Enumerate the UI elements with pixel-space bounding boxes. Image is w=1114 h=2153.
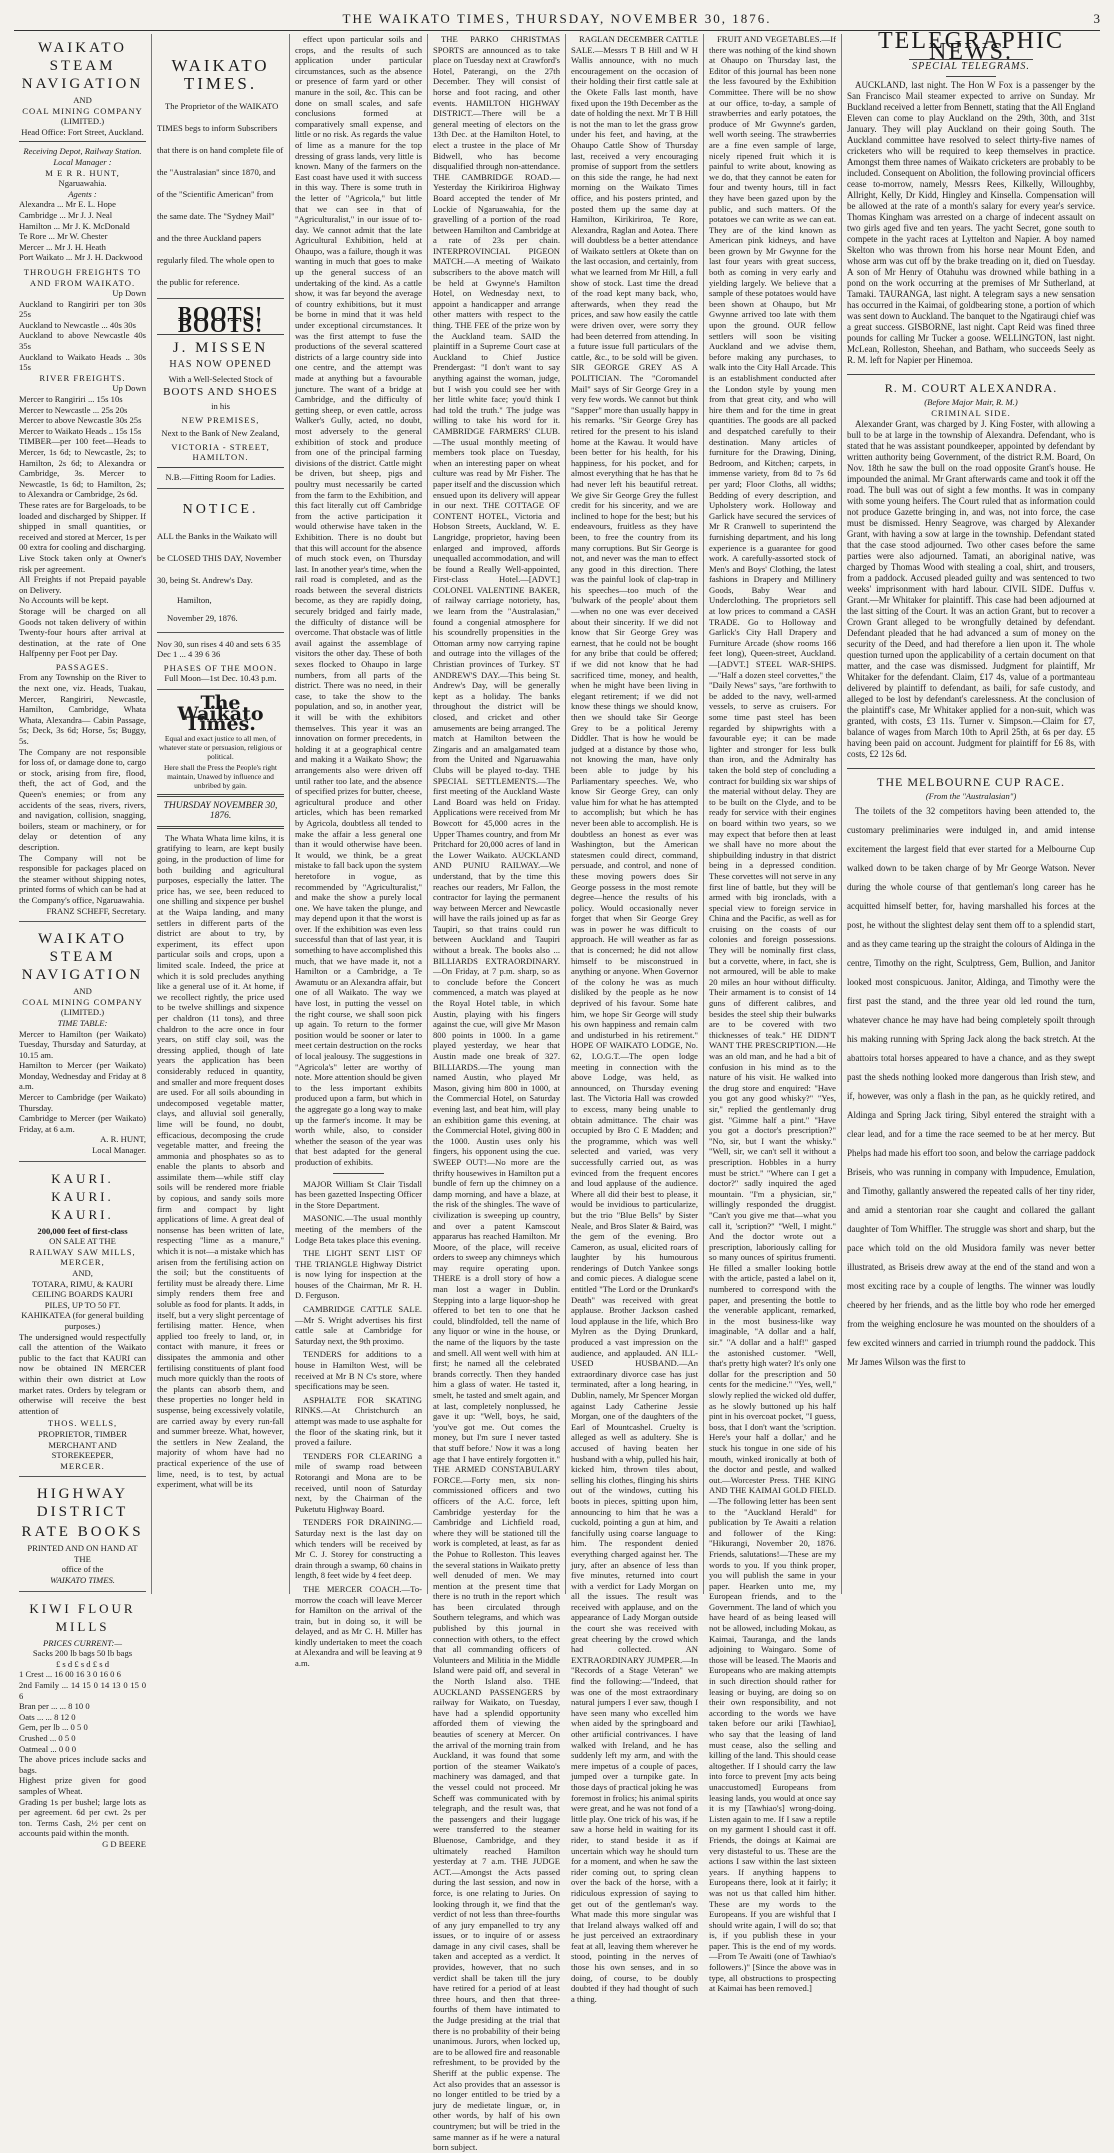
ad-company: COAL MINING COMPANY	[22, 996, 143, 1007]
column-3-body	[295, 34, 422, 1669]
waikato-times-notice	[157, 34, 284, 299]
ad-depot: Receiving Depot, Railway Station.	[23, 146, 142, 157]
river-line: Mercer to above Newcastle 30s 25s	[19, 415, 142, 426]
ad-agents-label: Agents :	[68, 188, 97, 199]
agent-line: Port Waikato ... Mr J. H. Dackwood	[19, 252, 143, 263]
secretary-signature: FRANZ SCHEFF, Secretary.	[46, 905, 146, 916]
column-5-body: RAGLAN DECEMBER CATTLE SALE.—Messrs T B Hill and W H Wallis announce, with no much encouragement on the occasion of their holding their first cattle sale at the Okete Falls last month, have fixed upon the 19th December as the date of holding the next. Mr T B Hill is not the man to let the grass grow under his feet, and having, at the Ohaupo Cattle Show of Thursday last, received a very encouraging promise of support from the settlers on this side the range, he had next morning on the Waikato Times office, and his posters printed, and posted them up the same day at Hamilton, Kirikiriroa, Te Rore, Alexandra, Raglan and Aotea. There will doubtless be a better attendance of Waikato settlers at Okete than on the last occasion, and certainly, from what we learned from Mr Hill, a full show of stock. Last time the dread of the road kept many back, who, afterwards, when they read the prices, and saw how easily the cattle were driven over, were sorry they had been deterred from attending. In a future issue full particulars of the cattle, &c., to be sold will be given. SIR GEORGE GREY AS A POLITICIAN. The "Coromandel Mail" says of Sir George Grey in a very few words. We cannot but think "Sapper" more than usually happy in his remarks. "Sir George Grey has retired for the present to his island home at the Kawau. It would have been better for his health, for his happiness, for his pocket, and for almost everything that he has that he had never left his beautiful retreat. We give Sir George Grey the fullest credit for his sincerity, and we are inclined to hope for the best; but his endeavours, fruitless as they have been, to free the country from its many corruptions. But Sir George is not, and never was the man to effect any good in this direction. There was the painful look of clap-trap in his speeches—too much of the 'bulwark of the people' about them—when no one was ever deceived about their sincerity. If we did not know that Sir George Grey was earnest, that he could not be bought for any bribe that could be offered; if we did not know that he had sacrificed time, money, and health, when he might have been living in elegant retirement; if we did not know these things we should know, then we should take Sir George Grey to be a political Jeremy Diddler. That is how he would be judged at a distance by those who, not knowing the man, have only been able to judge by his Parliamentary speeches. We, who know Sir George Grey, can only value him for what he has attempted to accomplish; but which he has never been able to accomplish. He is doubtless an honest as ever was Washington, but the American statesmen could direct, command, persuade, and control, and none of these moving powers does Sir George possess in the most remote degree—hence the results of his policy. Would occasionally never forget that when Sir George Grey was in power he was difficult to approach. He will weather as far as that is concerned; he did not allow himself to be misconstrued in anything or anyone. When Governor of the colony he was as much disliked by the people as he now deprived of his favour. Some hate him, we hope Sir George will study his own happiness and remain calm and undisturbed in his retirement." HOPE OF WAIKATO LODGE, No. 62, I.O.G.T.—The open lodge meeting in connection with the above Lodge, was held, as announced, on Thursday evening last. The Victoria Hall was crowded to excess, many being unable to obtain admittance. The chair was occupied by Bro C E Madden; and the programme, which was well selected and varied, was very successfully carried out, as was evinced from the frequent encores and loud applause of the audience. Where all did their best to please, it would be invidious to particularize, but the trio "Blue Bells" by Sister Neale, and Bros Slater & Baird, was the gem of the evening. Bro Cameron, as usual, elicited roars of laughter by his humourous renderings of Dutch Yankee songs and comic pieces. A dialogue scene entitled "The Lord or the Drunkard's Death" was received with great applause. Brother Jackson cashed loud applause in the life, which Bro Mylren as the Dying Drunkard, produced a vast impression on the audience, and applauded. AN ILL-USED HUSBAND.—An extraordinary divorce case has just terminated, after a long hearing, in Dublin, namely, Mr Spencer Morgan against Lady Catherine Jessie Morgan, one of the daughters of the Earl of Mountcashel. Cruelty is alleged as well as adultery. She is accused of having beaten her husband with a whip, pulled his hair, kicked him, thrown tiles about, selling his clothes, flinging his shirts out of the windows, cutting his boots in pieces, spitting upon him, announcing to him that he was a cuckold, pointing a gun at him, and fancifully using coarse language to him. The respondent denied everything charged against her. The jury, after an absence of less than five minutes, returned into court with a verdict for Lady Morgan on all the issues. The result was received with applause, and on the appearance of Lady Morgan outside the court she was received with great cheering by the crowd which had collected. AN EXTRAORDINARY JUMPER.—In "Records of a Stage Veteran" we find the following:—"Indeed, that was one of the most extraordinary natural jumpers I ever saw, though I have seen many who excelled him when aided by the springboard and other artificial contrivances. I have walked with Ireland, and he has suddenly left my arm, and with the mere impetus of a couple of paces, jumped over a turnpike gate. In those days of practical joking he was foremost in frolics; his animal spirits were great, and he was not fond of a little play. One trick of his was, if he saw a horse held in waiting for its rider, to stand beside it as if uncertain which way he should turn for a moment, and when he saw the rider coming out, to spring clean over the back of the horse, with a ridiculous expression of saying to get out of the gentleman's way. What made this more singular was that Ireland always walked off and he just perceived an extraordinary feat at all, leaving them wherever he stood, pointing in the nerves of those his own senses, and in so doing, of course, to be doubly doubted if they had thought of such a thing.	[571, 34, 698, 2004]
ad-limited: (LIMITED.)	[60, 116, 105, 127]
motto-2: Here shall the Press the People's right maintain, Unawed by influence and unbribed by gain.	[164, 762, 277, 790]
freight-line: Auckland to Rangiriri per ton 30s 25s	[19, 298, 146, 320]
timber-rates: TIMBER—per 100 feet—Heads to Mercer, 1s 6d; to Newcastle, 2s; to Hamilton, 2s 6d; to Alexandra or Cambridge, 3s. Mercer to Newcastle, 1s 6d; to Hamilton, 2s; to Alexandra or Cambridge, 2s 6d.	[19, 436, 146, 500]
passages-title: PASSAGES.	[55, 661, 110, 672]
river-line: Mercer to Newcastle ... 25s 20s	[19, 404, 128, 415]
missen-with: With a Well-Selected Stock of	[168, 373, 273, 384]
melbourne-cup-body: The toilets of the 32 competitors having been attended to, the customary preliminaries were indulged in, and amid intense excitement the largest field that ever started for a Melbourne Cup walked down to be taken charge of by Mr George Watson. Never during the whole course of that gentleman's long career has he acquitted himself better, for, having marshalled his forces at the post, he without the slightest delay sent them off to a splendid start, and as they came tearing up the straight the colours of Aldinga in the centre, Timothy on the right, Sculptress, Gem, Bullion, and Janitor looked most conspicuous. Janitor, Aldinga, and Timothy were the first past the stand, and the three year old led round the turn, whatever chance he may have had being completely spoilt through his making running with Spring Jack along the back stretch. At the abattoirs total horses appeared to have a chance, and as they swept past the sheds nothing looked more dangerous than Irish stew, and if, however, was only a flash in the pan, as he quickly retired, and Aldinga and Spring Jack tiring, Sibyl entered the straight with a clear lead, and for a time the race seemed to be at her mercy. But Phelps had made his effort too soon, and below the carriage paddock Briseis, who was running in company with Impudence, Emulation, and Timothy, gallantly answered the repeated calls of her tiny rider, and amid a stentorian roar she caught and collared the gallant daughter of Tom Whiffler. The struggle was short and sharp, but the pace which told on the old Musidora family was never better illustrated, as Briseis drew away at the end of the stand and won a most exciting race by a couple of lengths. The winner was loudly cheered by her friends, and as the little boy who rode her emerged from the weighing enclosure he was mounted on the shoulders of a few excited winners and carried in triumph round the paddock. This Mr James Wilson was the first to	[847, 805, 1095, 1367]
passages-text: From any Township on the River to the next one, viz. Heads, Tuakau, Mercer, Rangiriri, Newcastle, Hamilton, Cambridge, Whata Whata, Alexandra— Cabin Passage, 5s; Deck, 3s 6d; Horse, 5s; Buggy, 5s.	[19, 672, 146, 747]
price-line: Oats ... ... 8 12 0	[19, 1711, 76, 1722]
price-line: Crushed ... 0 5 0	[19, 1733, 76, 1743]
timetable-line: Cambridge to Mercer (per Waikato) Friday, at 6 a.m.	[19, 1113, 146, 1134]
manager-name: A. R. HUNT,	[100, 1134, 146, 1145]
news-item: THE LIGHT SENT LIST OF THE TRIANGLE Highway District is now lying for inspection at the houses of the Chairman, Mr R. H. D. Ferguson.	[295, 1248, 422, 1301]
boots-title: BOOTS! BOOTS!	[177, 302, 264, 337]
rm-court-before: (Before Major Mair, R. M.)	[924, 397, 1018, 408]
price-line: Bran per ... ... 8 10 0	[19, 1701, 90, 1712]
ad-place: Ngaruawahia.	[58, 178, 107, 189]
kauri-items: TOTARA, RIMU, & KAURI CEILING BOARDS KAURI PILES, UP TO 50 FT. KAHIKATEA (for general building purposes.)	[21, 1278, 144, 1331]
masthead-title: THE WAIKATO TIMES, THURSDAY, NOVEMBER 30, 1876.	[342, 11, 772, 26]
river-line: Mercer to Rangiriri ... 15s 10s	[19, 394, 123, 405]
kauri-ad	[19, 1165, 146, 1478]
agent-line: Hamilton ... Mr J. K. McDonald	[19, 220, 130, 231]
ad-agent: M E R R. HUNT,	[45, 167, 120, 178]
news-item: CAMBRIDGE CATTLE SALE.—Mr S. Wright advertises his first cattle sale at Cambridge for Saturday next, the 9th proximo.	[295, 1304, 422, 1346]
rate-books: RATE BOOKS	[21, 1524, 144, 1541]
livestock-note: Live Stock taken only at Owner's risk per agreement.	[19, 552, 146, 574]
prices-note-3: Grading 1s per bushel; large lots as per agreement. 6d per cwt. 2s per ton. Terms Cash, 2½ per cent on accounts paid within the month.	[19, 1796, 146, 1839]
kauri-viz: AND,	[72, 1268, 93, 1278]
paper-title: The Waikato Times.	[177, 691, 264, 736]
boots-ad	[157, 302, 284, 489]
ad-title: WAIKATO STEAM NAVIGATION	[21, 931, 144, 984]
price-line: 1 Crest ... 16 00 16 3 0 16 0 6	[19, 1669, 121, 1680]
agent-line: Cambridge ... Mr J. J. Neal	[19, 209, 113, 220]
timetable-label: TIME TABLE:	[57, 1017, 108, 1028]
moon-title: PHASES OF THE MOON.	[163, 662, 278, 673]
rm-court-title: R. M. COURT ALEXANDRA.	[884, 380, 1058, 395]
freight-line: Auckland to Waikato Heads .. 30s 15s	[19, 351, 146, 373]
rates-note: These rates are for Bargeloads, to be loaded and discharged by Shipper. If shipped in small quantities, or received and stored at Mercer, 1s per 00 extra for cooling and discharging.	[19, 499, 146, 553]
news-item: MASONIC.—The usual monthly meeting of the members of the Lodge Beta takes place this evening.	[295, 1213, 422, 1245]
wells-name: THOS. WELLS,	[47, 1418, 118, 1429]
telegraphic-body: AUCKLAND, last night. The Hon W Fox is a passenger by the San Francisco Mail steamer expected to arrive on Sunday. Mr Buckland received a letter from Bennett, stating that the All England Eleven can come to play Auckland on the 29th, 30th, and 31st January. They will play Auckland on their going South. The Auckland committee have resolved to select thirty-five names of cricketers who will be required to keep themselves in practice. Amongst them three names of Waikato cricketers are probably to be included. Consequent on Abolition, the following provincial officers cease to-morrow, namely, Messrs Rees, Kilkelly, Willoughby, Allright, Kelly, Dr Kidd, Hingley and Kinsella. Compensation will be allowed at the rate of a month's salary for every year's service. Thomas Kingham was arrested on a charge of indecent assault on two girls aged five and ten years. The yacht Secret, gone south to compete in the yacht races at Lyttelton and Napier. A boy named Skelton who was thrown from his horse near Mount Eden, and whose arm was cut off by the brake treading on it, died on Tuesday. A son of Mr Henry of Otahuhu was drowned while bathing in a pond on the work occurring at the premises of Mr Sutherland, at Tamaki. TAURANGA, last night. A telegram says a new sensation has occurred in the Kaimai, of goldbearing stone, a portion of which was sent down to Auckland. The banquet to the Ngatiraugi chief was a great success. GISBORNE, last night. Capt Reid was fined three pounds for calling Mr Tucker a goose. WELLINGTON, last night. McLean, Rolleston, Sheehan, and Batham, who succeeds Seely as R. M. left for Napier per Hinemoa.	[847, 79, 1095, 365]
ad-title: WAIKATO STEAM NAVIGATION	[21, 40, 144, 92]
ad-and: AND	[73, 986, 92, 997]
freight-line: Auckland to above Newcastle 40s 35s	[19, 330, 146, 352]
columns	[14, 28, 1100, 2153]
prices-cols: £ s d £ s d £ s d	[55, 1658, 109, 1669]
column-6	[704, 34, 842, 1994]
freights-note: Up Down	[112, 288, 146, 299]
criminal-side: CRIMINAL SIDE.	[931, 407, 1011, 418]
notice-title: WAIKATO TIMES.	[171, 56, 270, 93]
melbourne-cup-source: (From the "Australasian")	[925, 791, 1017, 802]
bank-notice	[157, 492, 284, 633]
missen-next: Next to the Bank of New Zealand,	[161, 428, 280, 439]
column-3	[290, 34, 428, 1669]
news-item: TENDERS for additions to a house in Hamilton West, will be received at Mr B N C's store, where specifications may be seen.	[295, 1349, 422, 1392]
notice-text: ALL the Banks in the Waikato will be CLOSED THIS DAY, November 30, being St. Andrew's Day.	[157, 530, 282, 585]
timetable-line: Mercer to Cambridge (per Waikato) Thursday.	[19, 1092, 146, 1113]
prepaid-note: All Freights if not Prepaid payable on Delivery.	[19, 574, 146, 595]
river-note: Up Down	[112, 383, 146, 394]
missen-in: in his	[211, 400, 230, 411]
sun-times: Nov 30, sun rises 4 40 and sets 6 35	[157, 638, 281, 649]
timetable-line: Mercer to Hamilton (per Waikato) Tuesday, Thursday and Saturday, at 10.15 am.	[19, 1028, 146, 1060]
ad-agent-label: Local Manager :	[53, 156, 112, 167]
news-item: THE MERCER COACH.—To-morrow the coach will leave Mercer for Hamilton on the arrival of the train, but in doing so, it will be delayed, and as Mr C. H. Miller has kindly undertaken to meet the coach at Alexandra and will be leaving at 9 a.m.	[295, 1583, 422, 1669]
telegraphic-news-title: TELEGRAPHIC NEWS.	[878, 28, 1064, 65]
accounts-note: No Accounts will be kept.	[19, 595, 109, 606]
manager-title: Local Manager.	[92, 1145, 146, 1156]
news-item: TENDERS FOR CLEARING a mile of swamp road between Rotorangi and Mona are to be received, until noon of Saturday next, by the Chairman of the Puketutu Highway Board.	[295, 1450, 422, 1514]
news-item: TENDERS FOR DRAINING.—Saturday next is the last day on which tenders will be received by Mr C. J. Storey for constructing a drain through a swamp, 60 chains in length, 8 feet wide by 4 feet deep.	[295, 1517, 422, 1581]
kauri-title: KAURI. KAURI. KAURI.	[51, 1170, 114, 1222]
wells-place: MERCER.	[60, 1460, 105, 1471]
price-line: Gem, per lb ... 0 5 0	[19, 1722, 88, 1733]
missen-name: J. MISSEN	[172, 340, 269, 357]
news-item: MAJOR William St Clair Tisdall has been gazetted Inspecting Officer in the Store Department.	[295, 1178, 422, 1210]
special-telegrams: SPECIAL TELEGRAMS.	[912, 61, 1030, 73]
kiwi-title: KIWI FLOUR MILLS	[29, 1600, 136, 1634]
liability-text: The Company are not responsible for loss of, or damage done to, cargo or stock, arising from fire, flood, theft, the act of God, and the Queen's enemies; or from any accidents of the seas, rivers, rivers, and navigation, collision, snagging, boilers, steam or machinery, or for delay or detention of any description.	[19, 746, 146, 852]
column-4	[428, 34, 566, 2153]
column-1	[14, 34, 152, 1849]
notice-place: Hamilton,	[177, 594, 212, 605]
missen-opened: HAS NOW OPENED	[169, 359, 272, 371]
ad-company: COAL MINING COMPANY	[22, 105, 143, 116]
agent-line: Mercer ... Mr J. H. Heath	[19, 241, 106, 252]
sun-times-2: Dec 1 ... 4 39 6 36	[157, 649, 221, 660]
prices-head: Sacks 200 lb bags 50 lb bags	[32, 1648, 133, 1659]
column-4-body: THE PARKO CHRISTMAS SPORTS are announced as to take place on Tuesday next at Crawford's Hotel, Paterangi, on the 27th December. They will consist of horse and foot racing, and other events. HAMILTON HIGHWAY DISTRICT.—There will be a general meeting of electors on the 13th Dec. at the Hamilton Hotel, to elect a trustee in the place of Mr Bidwell, who has become disqualified through non-attendance. THE CAMBRIDGE ROAD.—Yesterday the Kirikiriroa Highway Board accepted the tender of Mr Lockie of Ngaruawahia, for the gravelling of a portion of the road between Hamilton and Cambridge at a rate of 23s per chain. INTERPROVINCIAL PIGEON MATCH.—A meeting of Waikato subscribers to the above match will be held at Gwynne's Hamilton Hotel, on Wednesday next, to appoint a handicapper and arrange other matters with respect to the thing. THE FEE of the prize won by the Auckland team. SAID the plaintiff in a Supreme Court case at Auckland to Chief Justice Prendergast: "I don't want to say anything against the woman, judge, but I wish you could see her with her little white face; you'd think I had told the truth." The judge was willing to take his word for it. CAMBRIDGE FARMERS' CLUB.—The usual monthly meeting of members took place on Tuesday, when an interesting paper on wheat culture was read by Mr Fisher. The paper itself and the discussion which ensued upon its delivery will appear in our next. THE COTTAGE OF CONTENT HOTEL, Victoria and Hobson Streets, Auckland, W. E. Langridge, proprietor, having been enlarged and improved, affords unequalled accommodation, and will be found a Really Well-appointed, First-class Hotel.—[ADVT.] COLONEL VALENTINE BAKER, of railway carriage notoriety, has, we learn from the "Australasian," found a congenial atmosphere for his scoundrelly propensities in the Ottoman army now carrying rapine and outrage into the villages of the Christian provinces of Turkey. ST ANDREW'S DAY.—This being St. Andrew's Day, will be generally kept as a holiday. The banks throughout the district will be closed, and cricket and other amusements are being arranged. The match at Hamilton between the Zingaris and an amalgamated team from the United and Ngaruawahia Clubs will be played to-day. THE SPECIAL SETTLEMENTS.—The first meeting of the Auckland Waste Land Board was held on Friday. Applications were received from Mr Bowcott for 45,000 acres in the Upper Thames country, and from Mr Pritchard for 20,000 acres of land in the Lower Waikato. AUCKLAND AND PUNIU RAILWAY.—We understand, that by the time this reaches our readers, Mr Fallon, the contractor for laying the permanent way between Mercer and Newcastle will have the rails joined up as far as Taupiri, so that trains could run between Auckland and Taupiri without a break. The books also ... BILLIARDS EXTRAORDINARY.—On Friday, at 7 p.m. sharp, so as to conclude before the Concert commenced, a match was played at the Royal Hotel table, in which Austin, playing with his fingers against the cue, will give Mr Mason 800 points in 1000. In a game played yesterday, we hear that Austin made one break of 327. BILLIARDS.—The young man named Austin, who played Mr Mason, giving him 800 in 1000, at the Commercial Hotel, on Saturday evening last, and beat him, will play an exhibition game this evening, at the Commercial Hotel, giving 800 in the 1000. Austin uses only his fingers, his opponent using the cue. SWEEP OUT!—No more are the thrifty housewives in Hamilton put a bundle of fern up the chimney on a damp morning, and have a blaze, at the risk of the shingles. The wave of civilization is sweeping up country, and over a patent Kamscout appararus has reached Hamilton. Mr Moore, of the place, will receive orders to sweep any chimneys which may require operating upon. THERE is a droll story of how a man lost a wager in Dublin. Stepping into a large liquor-shop he offered to bet ten to one that he could, blindfolded, tell the name of any liquor or wine in the house, or the name of the liquors by the taste and smell. All went well with him at first; he named all the celebrated brands correctly. Then they handed him a glass of water. He tasted it, smelt, he tasted and smelt again, and at last, completely nonplussed, he gave it up: "Well, boys, he said, 'you've got me. Out comes the money, but I'm sure I never tasted that stuff before.' Now it was a long age that I have entirely forgotten it." THE ARMED CONSTABULARY FORCE.—Forty men, six non-commissioned officers and two officers of the A.C. force, left Cambridge yesterday for the Cambridge and Lichfield road, where they will be stationed till the work is completed, at least, as far as the Pohue to Rolleston. This leaves the several stations in Waikato pretty well denuded of men. We may mention at the present time that there is no truth in the report which has been circulated through Southern telegrams, and which was published by this journal in connection with others, to the effect that all commanding officers of Volunteers and Militia in the Middle Island were paid off, and several in the North Island also. THE AUCKLAND PASSENGERS by railway for Waikato, on Tuesday, have had a splendid opportunity afforded them of viewing the beauties of scenery at Mercer. On the arrival of the morning train from Auckland, it was found that some portion of the steamer Waikato's machinery was damaged, and that the vessel could not proceed. Mr Scheff was communicated with by telegraph, and the result was, that the passengers and their luggage were transferred to the steamer Bluenose, Cambridge, and they ultimately reached Hamilton yesterday at 7 a.m. THE JUDGE ACT.—Amongst the Acts passed during the last session, and now in force, is one relating to Juries. On looking through it, we find that the verdict of not less than three-fourths of any jury empanelled to try any issues, or to inquire of or assess damage in any civil cases, shall be taken and accepted as a verdict. It provides, however, that no such verdict shall be taken till the jury have retired for a period of at least three hours, and then that three-fourths of them have intimated to the Judge presiding at the trial that there is no probability of their being unanimous. Jurors, when locked up, are to be allowed fire and reasonable refreshment, to be provided by the Sheriff at the public expense. The Act also provides that an assessor is no longer entitled to be tried by a jury de medietate linguæ, or, in other words, by half of his own countrymen; but will be tried in the same manner as if he were a natural born subject.	[433, 34, 560, 2153]
prices-signature: G D BEERE	[102, 1838, 146, 1849]
editorial-text: The Whata Whata lime kilns, it is gratifying to learn, are kept busily going, in the production of lime for both building and agricultural purposes, especially the latter. The price has, we see, been reduced to one shilling and sixpence per bushel at the Waipa landing, and many settlers in different parts of the district are about to try, by experiment, its effect upon particular soils and crops, upon a limited scale. Indeed, the price at which it is sold precludes anything like a general use of it. At home, if we recollect rightly, the price used to be twelve shillings and sixpence per chaldron (11 tons), and three chaldron to the acre once in four years, on stiff clay soil, was the dressing applied, though of late years the application has been considerably reduced in quantity, and smaller and more frequent doses are used. For all soils abounding in undecomposed vegetable matter, clays, and alluvial soil generally, lime will be found, no doubt, efficacious, decomposing the crude vegetable matter, and freeing the ammonia and phosphates so as to enable the plants to absorb and assimilate them—while stiff clay soils will be rendered more friable by copious, and sandy soils more firm and compact by light applications of lime. A great deal of nonsense has been written of late, respecting "lime as a manure," which it is not—a mistake which has arisen from the fertilising action on the soil; but the constituents of fertility must be already there. Lime simply renders them free and soluble as food for plants. It adds, in itself, but a very slight percentage of fertilising matter. Hence, when applied too freely to land, or, in contact with manure, it frees or dissipates the ammonia and other fertilising constituents of plant food much more quickly than the roots of the plants can absorb them, and these properties no longer held in suspense, being excessively volatile, are carried away by every run-fall and summer breeze. What, however, the settlers in New Zealand, the majority of whom have had no practical experience of the use of lime, need, is to test, by actual experiment, what will be its	[157, 832, 284, 1490]
notice-date: November 29, 1876.	[167, 612, 238, 623]
liability-text-2: The Company will not be responsible for packages placed on the steamer without shipping notes, printed forms of which can be had at the Company's office, Ngaruawahia.	[19, 852, 146, 905]
prices-note: The above prices include sacks and bags.	[19, 1754, 146, 1775]
almanac	[157, 636, 284, 690]
ad-limited: (LIMITED.)	[60, 1007, 105, 1018]
column-7	[842, 28, 1100, 1594]
editorial-continued: effect upon particular soils and crops, and the results of such application under particular circumstances, such as the absence or presence of farm yard or other manure in the soil, &c. This can be done on small scales, and safe conclusions formed at comparatively small expense, and little or no risk. As regards the value of lime as a manure for the top dressing of grass lands, very little is known. Many of the farmers on the East coast have used it with success in this way. There is some truth in the letter of "Agricola," but little that we can see in that of "Agriculturalist," in our issue of to-day. We cannot admit that the late Agricultural Exhibition, held at Ohaupo, was a failure, though it was wanting in much that goes to make up the general success of an undertaking of the kind. As a cattle show, it was far beyond the average of country exhibitions, but it must be borne in mind that it was held under exceptional circumstances. It was the first attempt to fuse the productions of the several scattered districts of a large country side into one centre, and the attempt was made at anything but a favourable juncture. The want of a bridge at Cambridge, and the difficulty of getting sheep, or even cattle, across Walker's Gully, acted, no doubt, most adversely to the general exhibition of stock and produce from one of the principal farming divisions of the district. Cattle might be driven, but sheep, pigs and poultry must necessarily be carted from the farm to the Exhibition, and this fact literally cut off Cambridge from the active participation it would otherwise have taken in the Exhibition. There is no doubt but that this will account for the absence of much stock even, on Thursday last. In another year's time, when the rail road is completed, and as the roads between the several districts become, as they are rapidly doing, securely bridged and fairly made, the difficulty of distance will be overcome. That obstacle was of little avail against the assemblage of visitors the other day. These of both sexes flocked to Ohaupo in large numbers, from all parts of the district. There was no need, in their case, to take the show to the population, and so, in another year, it will be with the exhibitors themselves. This year it was an innovation on former precedents, in holding it at a geographical centre and making it a Waikato Show; the arrangements also were driven off until rather too late, and the absence of specified prizes for butter, cheese, agricultural produce and other articles, which has been remarked by Agricola, doubtless all tended to make the affair a less general one than it would otherwise have been. It would, we think, be a great mistake to fall back upon the system heretofore in vogue, as recommended by "Agriculturalist," and make the show a purely local one. We have taken the plunge, and may depend upon it that the worst is over. If the exhibition was even less successful than that of last year, it is something to have accomplished this much, that we have made it, not a Hamilton or a Cambridge, a Te Awamutu or an Alexandra affair, but one of all Waikato. The way we have lost, in putting the vessel on the right course, we shall soon pick up again. To return to the former position would be sooner or later to meet certain destruction on the rocks of local jealousy. The suggestions in "Agricola's" letter are worthy of note. More attention should be given to the less important exhibits produced upon a farm, but which in the aggregate go a long way to make up the farmer's income. It may be worth while, also, to consider whether the season of the year was that best adapted for the general production of exhibits.	[295, 34, 422, 1167]
kiwi-flour-ad	[19, 1595, 146, 1855]
steam-company-ad	[19, 34, 146, 922]
highway-title: HIGHWAY DISTRICT	[36, 1486, 129, 1521]
melbourne-cup-title: THE MELBOURNE CUP RACE.	[877, 774, 1065, 789]
page-number: 3	[1093, 11, 1100, 26]
kauri-sale: ON SALE AT THE	[49, 1236, 116, 1247]
ad-office: Head Office: Fort Street, Auckland.	[21, 126, 144, 137]
office-of: office of the	[61, 1564, 104, 1575]
moon-phase: Full Moon—1st Dec. 10.43 p.m.	[164, 673, 277, 684]
rate-books-ad	[19, 1480, 146, 1591]
column-5	[566, 34, 704, 2004]
agent-line: Alexandra ... Mr E. L. Hope	[19, 199, 116, 210]
news-item: ASPHALTE FOR SKATING RINKS.—At Christchurch an attempt was made to use asphalte for the floor of the skating rink, but it proved a failure.	[295, 1394, 422, 1448]
rm-court-body: Alexander Grant, was charged by J. King Foster, with allowing a bull to be at large in the township of Alexandra. Defendant, who is stated that he was assistant poundkeeper, appointed by defendant by written authority being Government, of the district R.M. Board, On Nov. 18th he saw the bull on the road opposite Grant's house. He impounded the animal. Mr Grant afterwards came and took it off the road. The bull was out of sight a few months. It was in company with some young heifers. The Court ruled that as information could not produce Gazette bringing in, and was, not into force, the case must be dismissed. Henry Seagrove, was charged by Alexander Grant, with having a sow at large in the township. Defendant stated that the case stood adjourned. Two other cases before the same parties were also adjourned. Tamati, an aboriginal native, was charged by Thomas Wood with stealing a coal, shirt, and trousers, from a paddock. Accused pleaded guilty and was sentenced to two weeks' imprisonment with hard labour. CIVIL SIDE. Duffus v. Grant.—Mr Whitaker for plaintiff. This case had been adjourned at the last sitting of the Court. It was an action Grant, but to recover a Crown Grant alleged to be wrongfully detained by defendant. Defendant pleaded that he had advanced a sum of money on the security of the Deed, and had therefore a lien upon it. The whole question turned upon the applicability of a certain document on that matter, and the case was dismissed. Judgment for plaintiff, Mr Whitaker for the defendant. Claim, £17 4s, value of a portmanteau delivered by plaintiff to defendant, as baili, for safe custody, and alleged to be lost by defendant's carelessness. At the conclusion of the plaintiff's case, Mr Whitaker applied for a non-suit, which was granted, with costs, £3 11s. Turner v. Simpson.—Claim for £7, balance of wages from March 10th to April 25th, at 6s per day. £5 having been paid on account. Judgment for plaintiff for £6 8s, with costs, £2 12s 6d.	[847, 418, 1095, 759]
price-line: Oatmeal ... 0 0 0	[19, 1743, 77, 1754]
motto: Equal and exact justice to all men, of whatever state or persuasion, religious or political.	[158, 733, 283, 761]
missen-street: VICTORIA - STREET, HAMILTON.	[171, 441, 270, 463]
missen-stock: BOOTS AND SHOES	[163, 386, 278, 399]
notice-title: NOTICE.	[182, 501, 259, 517]
printed: PRINTED AND ON HAND AT THE	[27, 1543, 138, 1564]
river-title: RIVER FREIGHTS.	[39, 372, 126, 383]
steam-timetable-ad	[19, 925, 146, 1162]
ad-and: AND	[73, 95, 92, 105]
paper-name: WAIKATO TIMES.	[50, 1575, 115, 1586]
missen-premises: NEW PREMISES,	[181, 414, 260, 425]
price-line: 2nd Family ... 14 15 0 14 13 0 15 0 6	[19, 1680, 146, 1701]
prices-note-2: Highest prize given for good samples of Wheat.	[19, 1775, 146, 1796]
river-line: Mercer to Waikato Heads .. 15s 15s	[19, 425, 142, 436]
kauri-text: The undersigned would respectfully call the attention of the Waikato public to the fact that KAURI can now be obtained IN MERCER within their own district at Low market rates. Orders by telegram or otherwise will receive the best attention of	[19, 1331, 146, 1416]
dateline: THURSDAY NOVEMBER 30, 1876.	[163, 800, 278, 822]
agent-line: Te Rore ... Mr W. Chester	[19, 231, 108, 242]
kauri-feet: 200,000 feet of first-class	[37, 1225, 128, 1236]
column-2	[152, 34, 290, 1594]
timetable-line: Hamilton to Mercer (per Waikato) Monday, Wednesday and Friday at 8 a.m.	[19, 1060, 146, 1092]
column-6-body: FRUIT AND VEGETABLES.—If there was nothing of the kind shown at Ohaupo on Thursday last, the Editor of this journal has been none the less favoured by the Exhibition Committee. There will be no show at our office, to-day, a sample of strawberries and early potatoes, the produce of Mr Gwynne's garden, well worth seeing. The strawberries are a fine even sample of large, nicely ripened fruit which it is painful to write about, knowing as we do, that they cannot be eaten for four and twenty hours, till in fact they have been gazed upon by the public, and such matters. Of the potatoes we can write as we can eat. They are of the kind known as American pink kidneys, and have been grown by Mr Gwynne for the last four years with great success, both as coming in very early and yielding largely. We believe that a sample of these potatoes would have been shown at Ohaupo, but Mr Gwynne arrived too late with them upon the ground. OUR fellow settlers will soon be visiting Auckland and we advise them, before making any purchases, to walk into the City Hall Arcade. This is an establishment conducted after the London style by young men from that great city, and who will hire them and for the time in great quantities. The goods are all packed and despatched carefully to their destination. Many articles of furniture for the Drawing, Dining, Bedroom, and Kitchen; carpets, in immense variety, from 8d to 7s 6d per yard; Floor Cloths, all widths; Bedding of every description, and Upholstery work. Holloway and Garlick have secured the services of Mr R Cranwell to superintend the furnishing department, and his long experience is a guarantee for good work. A carefully-assorted stock of Men's and Boys' Clothing, the latest fashions in Drapery and Millinery Goods, Baby Wear and Underclothing. The proprietors sell at low prices to command a CASH TRADE. Go to Holloway and Garlick's City Hall Drapery and Furniture Arcade (show rooms 166 feet long), Queen-street, Auckland.—[ADVT.] STEEL WAR-SHIPS.—"Half a dozen steel corvettes," the "Daily News" says, "are forthwith to be added to the navy, well-armed vessels, to serve as cruisers. For some time past steel has been regarded by shipwrights with a favourable eye; it can be made lighter and stronger for less bulk than iron, and the Admiralty has taken the bold step of concluding a contract for building six war ships of the material without delay. They are to be built on the Clyde, and to be ready for service with their engines on board within two years, so we may expect that before then at least we shall have no more about the shipbuilding industry in that district being in a depressed condition. These corvettes will not serve in any first line of battle, but they will be armed with big ironclads, with a special view to foreign service in China and the Pacific, as well as for cruising on the coasts of our colonies and foreign possessions. They will be nominally first class, but a corvette, where, in fact, she is not armoured, will be able to make 20 miles an hour without difficulty. Their armament is to consist of 14 guns of different calibres, and besides the steel ship their bulwarks are to be covered with two thicknesses of teak." HE DIDN'T WANT THE PRESCRIPTION.—He was an old man, and he had a bit of confusion in his mind as to the nature of his visit. He walked into the drug store and enquired: "Have you got any good whisky?" "Yes, sir," replied the gentlemanly drug gist. "Gimme half a pint." "Have you got a doctor's prescription?" "No, sir, but I want the whisky." "Well, sir, we can't sell it without a prescription. Hobbles in a hurry must be strict." "Where can I get a doctor?" sadly inquired the aged mountain. "I'm a physician, sir," willingly responded the druggist. "Can't you give me that—what you call it, 'scription?" "Well, I might." And the doctor wrote out a prescription, laboriously calling for so many ounces of spiritus frumenti. He filled a smaller looking bottle with the article, pasted a label on it, numbered to correspond with the paper, and presenting the bottle to the venerable applicant, remarked, in the most business-like way imaginable, "A dollar and a half, sir." "A dollar and a half!" gasped the astonished customer. "Well, that's pretty high water? It's only one dollar for the prescription and 50 cents for the medicine." "Yes, well," slowly replied the wicked old duffer, as he slowly buttoned up his half pint in his overcoat pocket, "I guess, boss, that I don't want the 'scription. Here's your half a dollar,' and he stuck his tongue in one side of his mouth, winked ironically at both of the doctor and pestle, and walked out.—Worcester Press. THE KING AND THE KAIMAI GOLD FIELD.—The following letter has been sent to the "Auckland Herald" for publication by Te Awaiti a relation and follower of the King: "Hikurangi, November 20, 1876. Friends, salutations!—These are my words to you. If you think proper, you will publish the same in your paper. Hearken unto me, my European friends, and to the Government. The land of which you have heard of as being leased will not be allowed, including Mokau, as Kaimai, Tauranga, and the lands adjoining to Waingaro. Some of those will be leased. The Maoris and Europeans who are making attempts in such direction should rather for leasing or buying, are doing so on their own responsibility, and not according to the words we have taken before our ariki [Tawhiao], who say that the leasing of land must cease, also the selling and killing of the land. This should cease altogether. If I should carry the law into force to prevent [my acts being unaccustomed] Europeans from leasing lands, you would at once say it is my [Tawhiao's] wrong-doing. Listen again to me. If I saw a reptile on my garment I should cast it off. Friends, the doings at Kaimai are very distasteful to us. These are the actions I saw within the last sixteen years. If anything happens to Europeans there, look at it fairly; it was not us that called him hither. These are my words to the Europeans. If you are wishful that I should write again, I will do so; that is, if you publish these in your paper. This is the end of my words.—From Te Awaiti (one of Tawhiao's followers.)" [Since the above was in type, all obstructions to prospecting at Kaimai has been removed.]	[709, 34, 836, 1994]
notice-text: The Proprietor of the WAIKATO TIMES begs to inform Subscribers that there is on hand complete file of the "Australasian" since 1870, and of the "Scientific American" from the same date. The "Sydney Mail" and the three Auckland papers regularly filed. The whole open to the public for reference.	[157, 101, 284, 287]
kauri-mill: RAILWAY SAW MILLS, MERCER,	[29, 1246, 136, 1268]
missen-nb: N.B.—Fitting Room for Ladies.	[165, 471, 276, 482]
storage-note: Storage will be charged on all Goods not taken delivery of within Twenty-four hours after arrival at destination, at the rate of One Halfpenny per Foot per Day.	[19, 605, 146, 659]
prices-current: PRICES CURRENT:—	[42, 1637, 122, 1648]
freights-title: THROUGH FREIGHTS TO AND FROM WAIKATO.	[23, 266, 142, 288]
wells-title: PROPRIETOR, TIMBER MERCHANT AND STOREKEEPER,	[38, 1428, 127, 1461]
freight-line: Auckland to Newcastle ... 40s 30s	[19, 319, 136, 330]
